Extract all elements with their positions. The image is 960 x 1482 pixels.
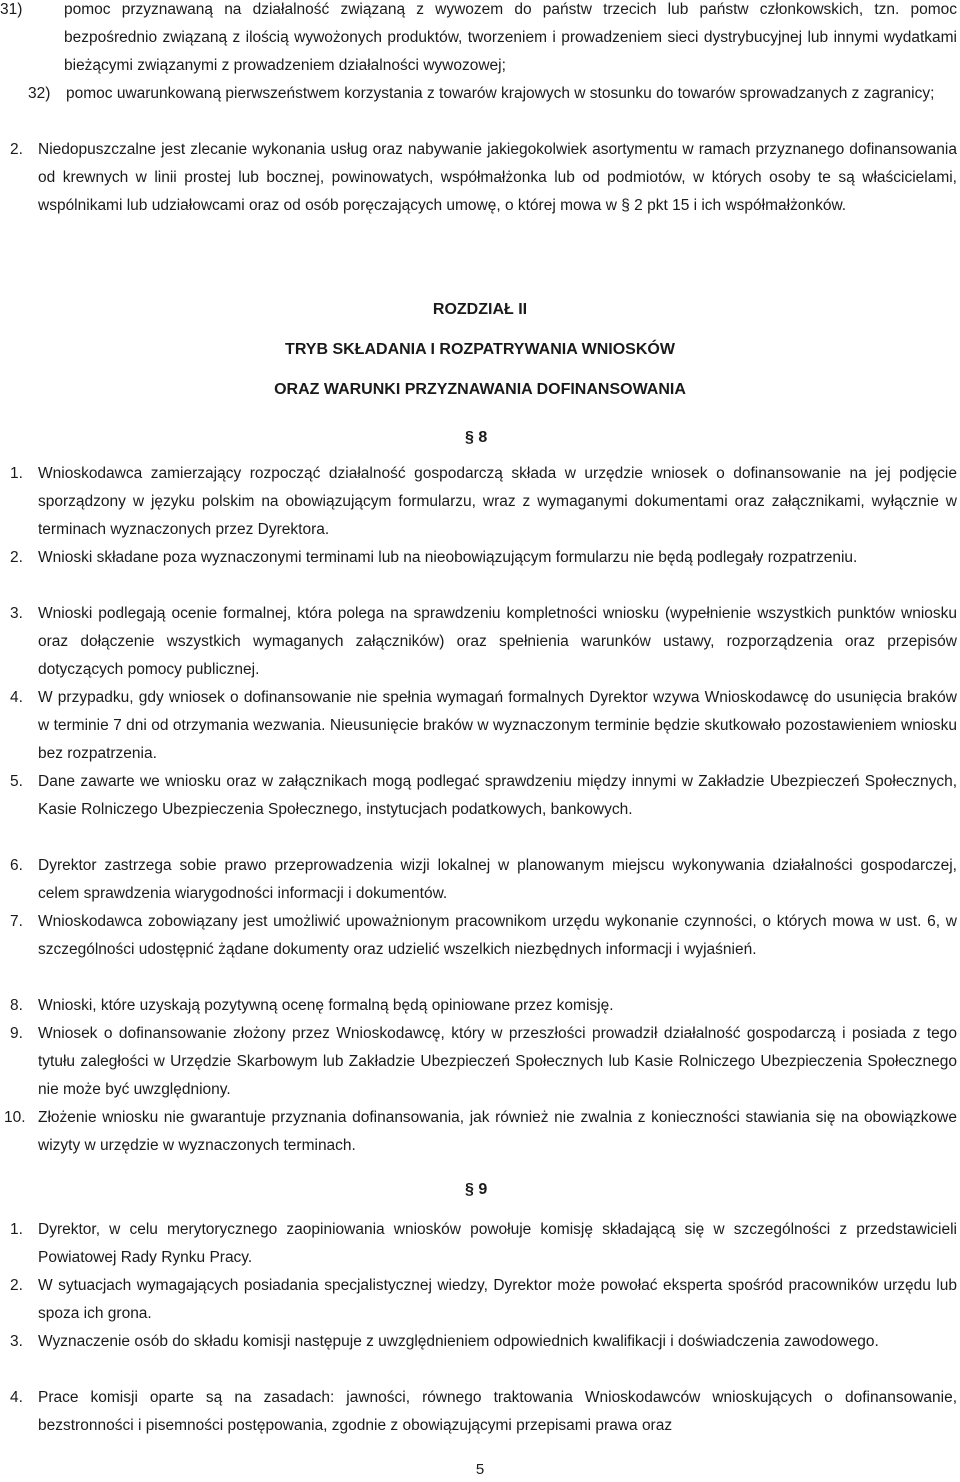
- paragraph-sign: § 9: [465, 1181, 488, 1198]
- list-item: [10, 1216, 957, 1272]
- page-number: 5: [475, 1461, 485, 1478]
- list-item: [10, 684, 957, 768]
- item-number: 9.: [10, 1025, 23, 1042]
- list-item: [10, 600, 957, 684]
- item-text: Wnioski, które uzyskają pozytywną ocenę formalną będą opiniowane przez komisję.: [38, 997, 614, 1014]
- item-text: Złożenie wniosku nie gwarantuje przyznania dofinansowania, jak również nie zwalnia z konieczności stawiania się na obowiązkowe wizyty w urzędzie w wyznaczonych terminach.: [38, 1109, 957, 1154]
- list-item: [10, 1020, 957, 1104]
- list-item: [10, 992, 957, 1020]
- item-text: Wnioski podlegają ocenie formalnej, która polega na sprawdzeniu kompletności wniosku (wypełnienie wszystkich punktów wniosku oraz dołączenie wszystkich wymaganych załączników) oraz spełnienia warunków ustawy, rozporządzenia oraz przepisów dotyczących pomocy publicznej.: [38, 605, 957, 678]
- item-text: Dyrektor, w celu merytorycznego zaopiniowania wniosków powołuje komisję składającą się w szczególności z przedstawicieli Powiatowej Rady Rynku Pracy.: [38, 1221, 957, 1266]
- item-text: Wnioski składane poza wyznaczonymi terminami lub na nieobowiązującym formularzu nie będą podlegały rozpatrzeniu.: [38, 549, 858, 566]
- item-text: Wyznaczenie osób do składu komisji następuje z uwzględnieniem odpowiednich kwalifikacji i doświadczenia zawodowego.: [38, 1333, 879, 1350]
- paragraph-sign: § 8: [465, 429, 488, 446]
- list-item: [10, 852, 957, 908]
- item-text: Wniosek o dofinansowanie złożony przez Wnioskodawcę, który w przeszłości prowadził działalność gospodarczą i posiada z tego tytułu zaległości w Urzędzie Skarbowym lub Zakładzie Ubezpieczeń Społecznych lub Kasie Rolniczego Ubezpieczenia Społecznego nie może być uwzględniony.: [38, 1025, 957, 1098]
- list-item: [4, 1104, 957, 1160]
- item-number: 1.: [10, 1221, 23, 1238]
- item-number: 7.: [10, 913, 23, 930]
- item-number: 2.: [10, 1277, 23, 1294]
- item-text: Prace komisji oparte są na zasadach: jawności, równego traktowania Wnioskodawców wnioskujących o dofinansowanie, bezstronności i pisemności postępowania, zgodnie z obowiązującymi przepisami prawa oraz: [38, 1389, 957, 1434]
- list-item: [10, 908, 957, 964]
- item-number: 8.: [10, 997, 23, 1014]
- list-item: [10, 1328, 957, 1356]
- item-number: 31): [0, 1, 23, 18]
- item-text: W przypadku, gdy wniosek o dofinansowanie nie spełnia wymagań formalnych Dyrektor wzywa Wnioskodawcę do usunięcia braków w terminie 7 dni od otrzymania wezwania. Nieusunięcie braków w wyznaczonym terminie będzie skutkowało pozostawieniem wniosku bez rozpatrzenia.: [38, 689, 957, 762]
- chapter-subtitle: ORAZ WARUNKI PRZYZNAWANIA DOFINANSOWANIA: [274, 381, 686, 398]
- item-text: W sytuacjach wymagających posiadania specjalistycznej wiedzy, Dyrektor może powołać eksperta spośród pracowników urzędu lub spoza ich grona.: [38, 1277, 957, 1322]
- chapter-title: ROZDZIAŁ II: [432, 301, 528, 318]
- item-number: 6.: [10, 857, 23, 874]
- item-number: 4.: [10, 1389, 23, 1406]
- item-number: 1.: [10, 465, 23, 482]
- item-text: Dyrektor zastrzega sobie prawo przeprowadzenia wizji lokalnej w planowanym miejscu wykonywania działalności gospodarczej, celem sprawdzenia wiarygodności informacji i dokumentów.: [38, 857, 957, 902]
- item-text: Dane zawarte we wniosku oraz w załącznikach mogą podlegać sprawdzeniu między innymi w Zakładzie Ubezpieczeń Społecznych, Kasie Rolniczego Ubezpieczenia Społecznego, instytucjach podatkowych, bankowych.: [38, 773, 957, 818]
- item-number: 5.: [10, 773, 23, 790]
- item-text: pomoc przyznawaną na działalność związaną z wywozem do państw trzecich lub państw członkowskich, tzn. pomoc bezpośrednio związaną z ilością wywożonych produktów, tworzeniem i prowadzeniem sieci dystrybucyjnej lub innymi wydatkami bieżącymi związanymi z prowadzeniem działalności wywozowej;: [64, 1, 957, 74]
- chapter-subtitle: TRYB SKŁADANIA I ROZPATRYWANIA WNIOSKÓW: [285, 341, 675, 358]
- item-text: Niedopuszczalne jest zlecanie wykonania usług oraz nabywanie jakiegokolwiek asortymentu w ramach przyznanego dofinansowania od krewnych w linii prostej lub bocznej, powinowatych, współmałżonka lub od podmiotów, w których osoby te są właścicielami, wspólnikami lub udziałowcami oraz od osób poręczających umowę, o której mowa w § 2 pkt 15 i ich współmałżonków.: [38, 141, 957, 214]
- list-item: [10, 136, 957, 220]
- item-number: 10.: [4, 1109, 26, 1126]
- list-item: [0, 0, 957, 80]
- item-number: 3.: [10, 605, 23, 622]
- list-item: [10, 1272, 957, 1328]
- list-item: [10, 768, 957, 824]
- item-number: 2.: [10, 141, 23, 158]
- item-text: Wnioskodawca zobowiązany jest umożliwić upoważnionym pracownikom urzędu wykonanie czynności, o których mowa w ust. 6, w szczególności udostępnić żądane dokumenty oraz udzielić wszelkich niezbędnych informacji i wyjaśnień.: [38, 913, 957, 958]
- list-item: [10, 460, 957, 544]
- item-text: pomoc uwarunkowaną pierwszeństwem korzystania z towarów krajowych w stosunku do towarów sprowadzanych z zagranicy;: [66, 85, 935, 102]
- item-number: 4.: [10, 689, 23, 706]
- list-item: [10, 544, 957, 572]
- item-number: 2.: [10, 549, 23, 566]
- list-item: [28, 80, 957, 108]
- list-item: [10, 1384, 957, 1440]
- item-number: 3.: [10, 1333, 23, 1350]
- item-number: 32): [28, 85, 51, 102]
- item-text: Wnioskodawca zamierzający rozpocząć działalność gospodarczą składa w urzędzie wniosek o dofinansowanie na jej podjęcie sporządzony w języku polskim na obowiązującym formularzu, wraz z wymaganymi dokumentami oraz załącznikami, wyłącznie w terminach wyznaczonych przez Dyrektora.: [38, 465, 957, 538]
